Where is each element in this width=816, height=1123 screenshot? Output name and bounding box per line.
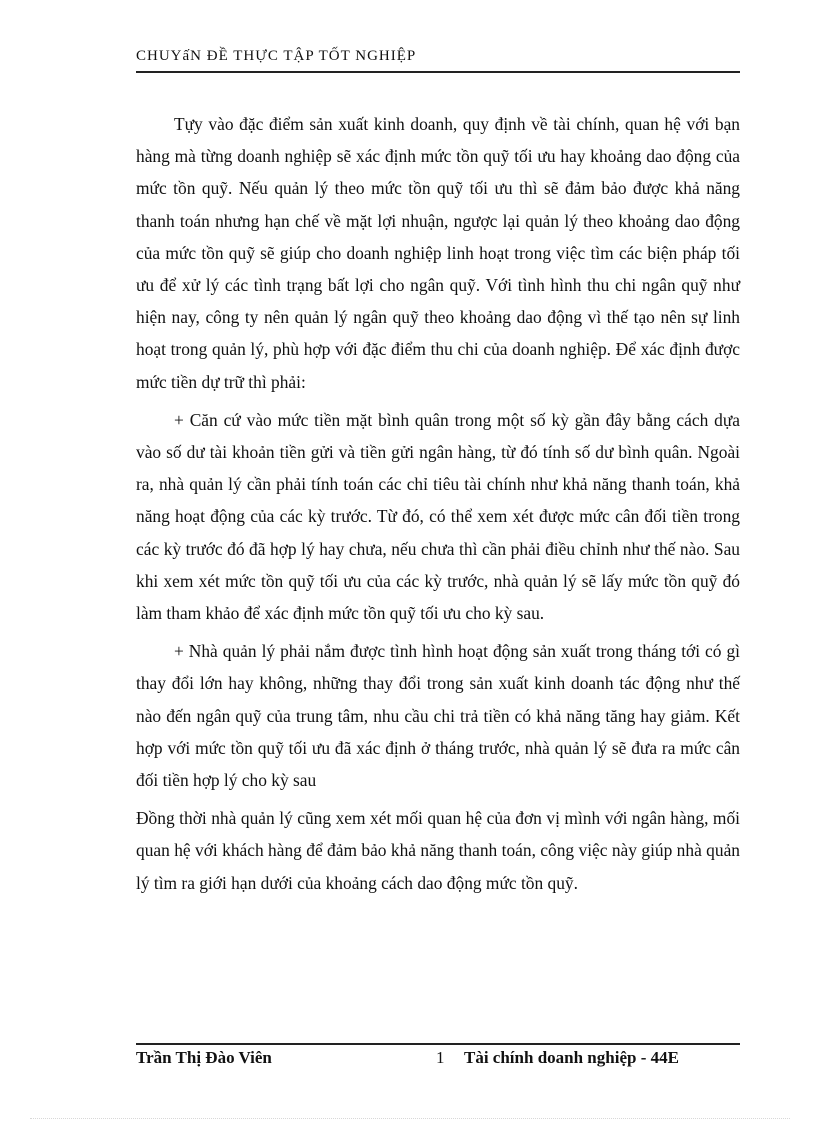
footer-rule xyxy=(136,1043,740,1045)
page-edge-divider xyxy=(30,1118,790,1119)
header-rule xyxy=(136,71,740,73)
running-footer xyxy=(136,1048,740,1072)
paragraph: + Căn cứ vào mức tiền mặt bình quân trong một số kỳ gần đây bằng cách dựa vào số dư tài khoản tiền gửi và tiền gửi ngân hàng, từ đó tính số dư bình quân. Ngoài ra, nhà quản lý cần phải tính toán các chỉ tiêu tài chính như khả năng thanh toán, khả năng hoạt động của các kỳ trước. Từ đó, có thể xem xét được mức cân đối tiền trong các kỳ trước đó đã hợp lý hay chưa, nếu chưa thì cần phải điều chỉnh như thế nào. Sau khi xem xét mức tồn quỹ tối ưu của các kỳ trước, nhà quản lý sẽ lấy mức tồn quỹ đó làm tham khảo để xác định mức tồn quỹ tối ưu cho kỳ sau. xyxy=(136,409,740,624)
footer-author: Trần Thị Đào Viên xyxy=(136,1048,272,1067)
footer-department: Tài chính doanh nghiệp - 44E xyxy=(464,1048,679,1067)
page-number: 1 xyxy=(436,1048,445,1067)
paragraph: + Nhà quản lý phải nắm được tình hình hoạt động sản xuất trong tháng tới có gì thay đổi lớn hay không, những thay đổi trong sản xuất kinh doanh tác động như thế nào đến ngân quỹ của trung tâm, nhu cầu chi trả tiền có khả năng tăng hay giảm. Kết hợp với mức tồn quỹ tối ưu đã xác định ở tháng trước, nhà quản lý sẽ đưa ra mức cân đối tiền hợp lý cho kỳ sau xyxy=(136,641,740,791)
paragraph: Tựy vào đặc điểm sản xuất kinh doanh, quy định về tài chính, quan hệ với bạn hàng mà từng doanh nghiệp sẽ xác định mức tồn quỹ tối ưu hay khoảng dao động của mức tồn quỹ. Nếu quản lý theo mức tồn quỹ tối ưu thì sẽ đảm bảo được khả năng thanh toán nhưng hạn chế về mặt lợi nhuận, ngược lại quản lý theo khoảng dao động của mức tồn quỹ sẽ giúp cho doanh nghiệp linh hoạt trong việc tìm các biện pháp tối ưu để xử lý các tình trạng bất lợi cho ngân quỹ. Với tình hình thu chi ngân quỹ như hiện nay, công ty nên quản lý ngân quỹ theo khoảng dao động vì thế tạo nên sự linh hoạt trong quản lý, phù hợp với đặc điểm thu chi của doanh nghiệp. Để xác định được mức tiền dự trữ thì phải: xyxy=(136,114,740,392)
document-body xyxy=(136,108,740,905)
paragraph: Đồng thời nhà quản lý cũng xem xét mối quan hệ của đơn vị mình với ngân hàng, mối quan hệ với khách hàng để đảm bảo khả năng thanh toán, công việc này giúp nhà quản lý tìm ra giới hạn dưới của khoảng cách dao động mức tồn quỹ. xyxy=(136,808,740,893)
running-header: CHUYấN ĐỀ THỰC TẬP TỐT NGHIỆP xyxy=(136,48,417,64)
